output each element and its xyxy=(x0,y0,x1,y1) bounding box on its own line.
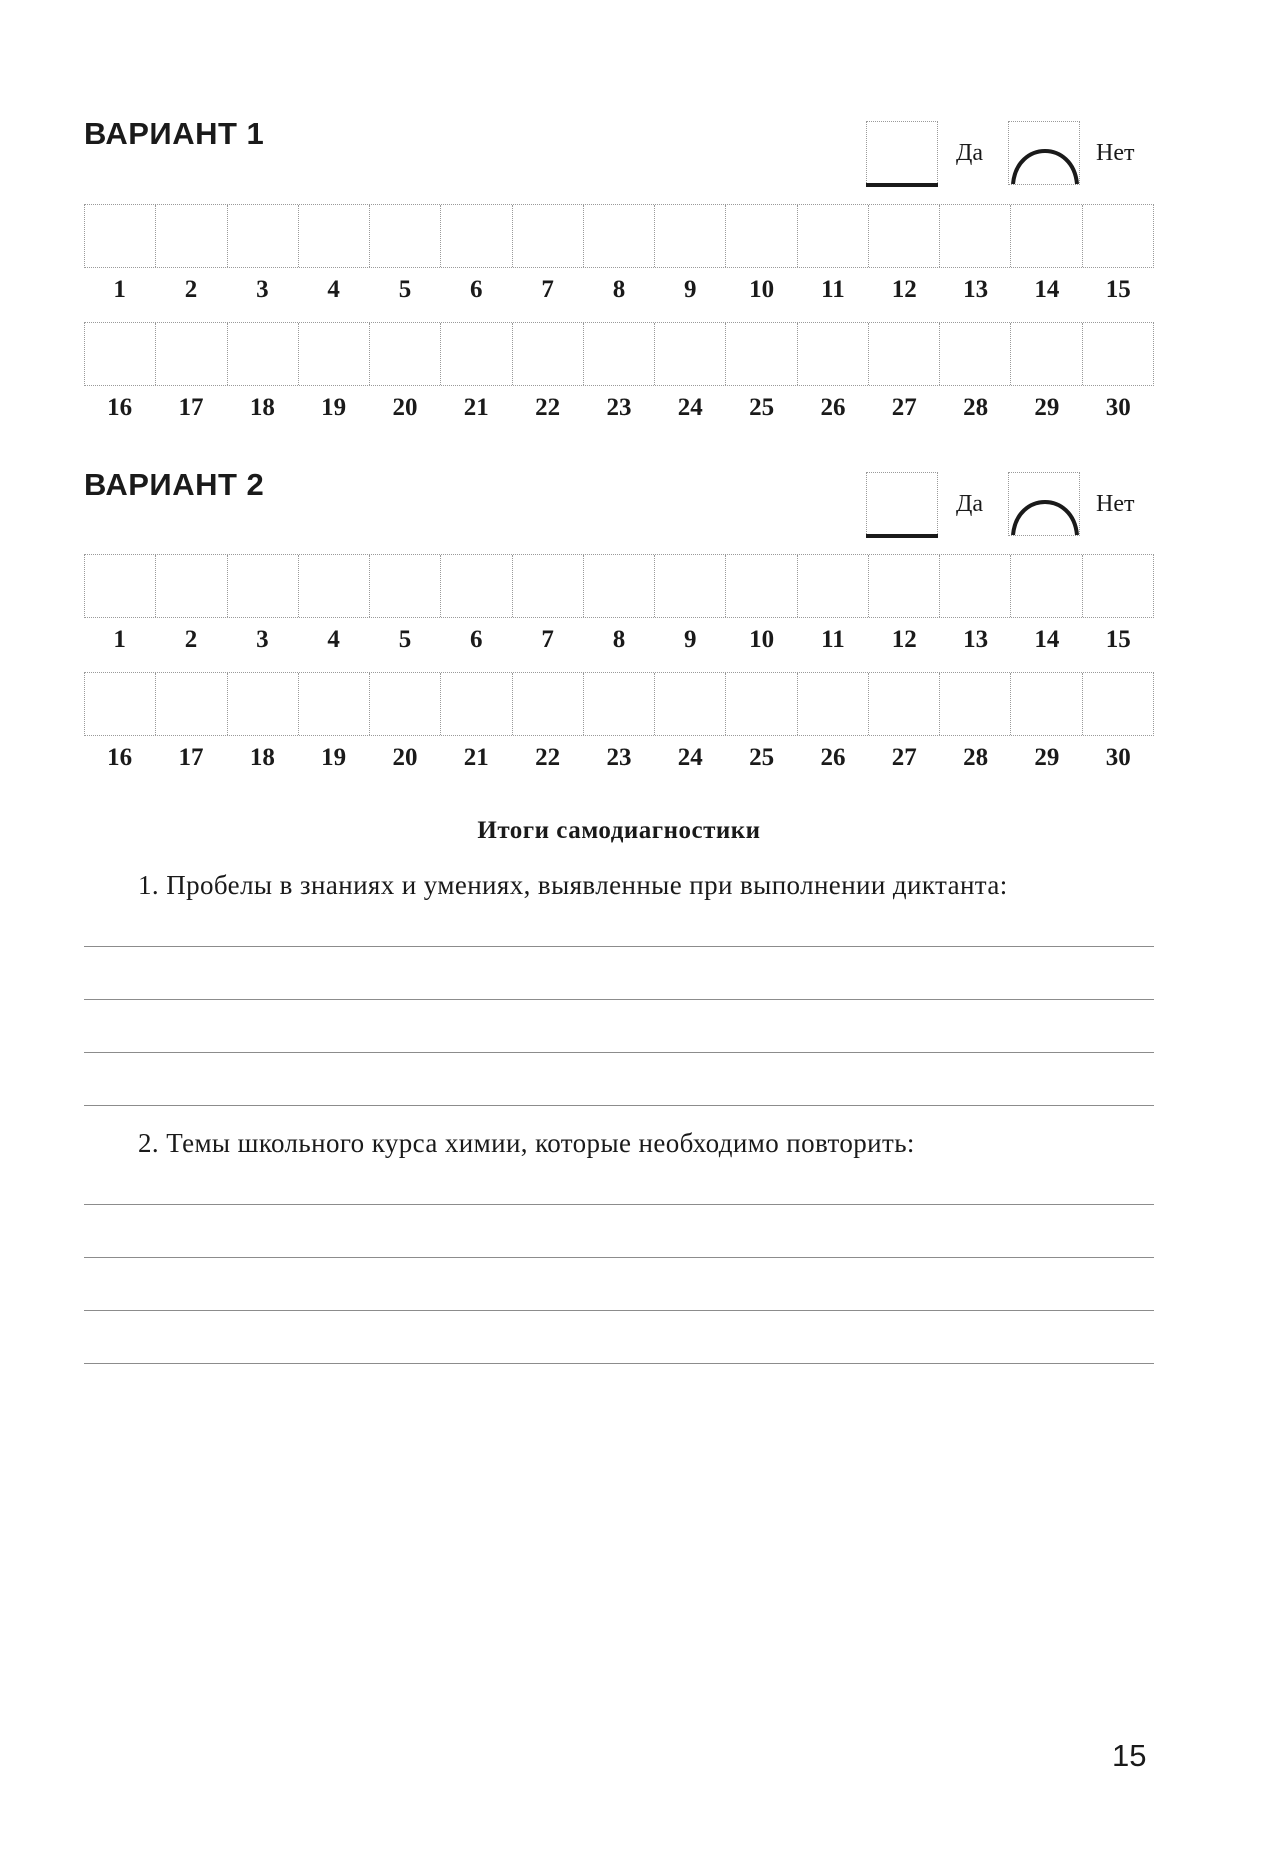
question-number: 5 xyxy=(398,626,412,653)
yes-answer-box xyxy=(866,472,938,536)
question-number: 2 xyxy=(184,276,198,303)
question-number: 15 xyxy=(1105,276,1131,303)
answer-cell[interactable] xyxy=(85,673,156,735)
question-number: 20 xyxy=(392,394,418,421)
question-number: 13 xyxy=(963,626,989,653)
question-number: 19 xyxy=(321,744,347,771)
variant-2-numbers-row-1 xyxy=(84,627,1154,652)
question-number: 26 xyxy=(820,744,846,771)
question-1-text: 1. Пробелы в знаниях и умениях, выявленные при выполнении диктанта: xyxy=(138,870,1008,900)
answer-cell[interactable] xyxy=(869,555,940,617)
answer-cell[interactable] xyxy=(299,555,370,617)
question-number: 21 xyxy=(463,744,489,771)
answer-line[interactable] xyxy=(84,999,1154,1000)
answer-line[interactable] xyxy=(84,946,1154,947)
question-number: 27 xyxy=(891,394,917,421)
question-number: 7 xyxy=(541,276,554,303)
question-number: 11 xyxy=(821,626,845,653)
question-number: 23 xyxy=(606,744,632,771)
answer-cell[interactable] xyxy=(940,673,1011,735)
question-number: 28 xyxy=(963,394,989,421)
answer-cell[interactable] xyxy=(726,673,797,735)
answer-cell[interactable] xyxy=(584,205,655,267)
answer-cell[interactable] xyxy=(370,673,441,735)
answer-cell[interactable] xyxy=(370,323,441,385)
answer-cell[interactable] xyxy=(1083,205,1153,267)
question-number: 4 xyxy=(327,626,340,653)
question-number: 16 xyxy=(107,394,133,421)
answer-cell[interactable] xyxy=(85,205,156,267)
question-number: 15 xyxy=(1105,626,1131,653)
answer-cell[interactable] xyxy=(869,323,940,385)
answer-cell[interactable] xyxy=(1011,673,1082,735)
answer-cell[interactable] xyxy=(655,555,726,617)
question-number: 2 xyxy=(184,626,198,653)
question-number: 24 xyxy=(677,394,703,421)
answer-cell[interactable] xyxy=(513,673,584,735)
question-number: 4 xyxy=(327,276,340,303)
question-number: 18 xyxy=(249,744,275,771)
answer-cell[interactable] xyxy=(798,555,869,617)
answer-cell[interactable] xyxy=(156,555,227,617)
answer-cell[interactable] xyxy=(156,323,227,385)
answer-cell[interactable] xyxy=(441,323,512,385)
question-number: 22 xyxy=(535,394,561,421)
variant-1-numbers-row-2 xyxy=(84,395,1154,420)
answer-cell[interactable] xyxy=(940,323,1011,385)
answer-cell[interactable] xyxy=(940,205,1011,267)
question-number: 6 xyxy=(470,276,483,303)
answer-cell[interactable] xyxy=(726,555,797,617)
yes-label: Да xyxy=(956,491,984,517)
answer-cell[interactable] xyxy=(441,673,512,735)
question-number: 8 xyxy=(612,626,626,653)
arc-mark-icon xyxy=(1009,122,1081,186)
answer-cell[interactable] xyxy=(513,555,584,617)
question-number: 1 xyxy=(113,626,126,653)
variant-2-answer-row-2 xyxy=(84,672,1154,736)
question-number: 8 xyxy=(612,276,626,303)
question-number: 10 xyxy=(749,626,775,653)
summary-title: Итоги самодиагностики xyxy=(477,817,761,844)
question-number: 17 xyxy=(178,744,204,771)
answer-line[interactable] xyxy=(84,1105,1154,1106)
variant-2-answer-row-1 xyxy=(84,554,1154,618)
question-number: 14 xyxy=(1034,276,1060,303)
question-number: 22 xyxy=(535,744,561,771)
answer-cell[interactable] xyxy=(940,555,1011,617)
answer-cell[interactable] xyxy=(513,323,584,385)
question-number: 19 xyxy=(321,394,347,421)
question-number: 26 xyxy=(820,394,846,421)
question-number: 29 xyxy=(1034,394,1060,421)
answer-cell[interactable] xyxy=(798,323,869,385)
answer-cell[interactable] xyxy=(441,555,512,617)
answer-cell[interactable] xyxy=(299,673,370,735)
answer-cell[interactable] xyxy=(156,673,227,735)
underline-mark-icon xyxy=(866,534,938,538)
variant-2-legend xyxy=(866,472,1166,538)
answer-cell[interactable] xyxy=(1083,555,1153,617)
no-label: Нет xyxy=(1096,140,1135,166)
question-number: 3 xyxy=(256,276,269,303)
answer-cell[interactable] xyxy=(228,673,299,735)
yes-answer-box xyxy=(866,121,938,185)
variant-1-legend xyxy=(866,121,1166,187)
no-label: Нет xyxy=(1096,491,1135,517)
answer-cell[interactable] xyxy=(228,323,299,385)
answer-cell[interactable] xyxy=(1083,323,1153,385)
answer-cell[interactable] xyxy=(726,205,797,267)
question-number: 27 xyxy=(891,744,917,771)
answer-cell[interactable] xyxy=(726,323,797,385)
answer-cell[interactable] xyxy=(370,555,441,617)
answer-cell[interactable] xyxy=(441,205,512,267)
variant-2-title: ВАРИАНТ 2 xyxy=(84,467,265,502)
question-number: 9 xyxy=(684,276,697,303)
answer-cell[interactable] xyxy=(85,323,156,385)
answer-cell[interactable] xyxy=(798,673,869,735)
yes-label: Да xyxy=(956,140,984,166)
answer-cell[interactable] xyxy=(655,205,726,267)
no-answer-box xyxy=(1008,121,1080,185)
answer-cell[interactable] xyxy=(299,205,370,267)
question-number: 21 xyxy=(463,394,489,421)
question-number: 24 xyxy=(677,744,703,771)
question-number: 25 xyxy=(749,394,775,421)
answer-cell[interactable] xyxy=(299,323,370,385)
question-number: 12 xyxy=(891,276,917,303)
variant-2-numbers-row-2 xyxy=(84,745,1154,770)
question-number: 11 xyxy=(821,276,845,303)
answer-cell[interactable] xyxy=(1011,205,1082,267)
answer-cell[interactable] xyxy=(798,205,869,267)
answer-cell[interactable] xyxy=(655,323,726,385)
answer-line[interactable] xyxy=(84,1310,1154,1311)
question-number: 13 xyxy=(963,276,989,303)
answer-line[interactable] xyxy=(84,1052,1154,1053)
variant-1-numbers-row-1 xyxy=(84,277,1154,302)
no-answer-box xyxy=(1008,472,1080,536)
question-number: 12 xyxy=(891,626,917,653)
arc-mark-icon xyxy=(1009,473,1081,537)
answer-cell[interactable] xyxy=(513,205,584,267)
answer-cell[interactable] xyxy=(584,555,655,617)
answer-cell[interactable] xyxy=(1083,673,1153,735)
question-number: 23 xyxy=(606,394,632,421)
question-number: 6 xyxy=(470,626,483,653)
answer-cell[interactable] xyxy=(156,205,227,267)
question-2-text: 2. Темы школьного курса химии, которые необходимо повторить: xyxy=(138,1128,915,1158)
variant-1-answer-row-1 xyxy=(84,204,1154,268)
variant-1-answer-row-2 xyxy=(84,322,1154,386)
answer-cell[interactable] xyxy=(1011,555,1082,617)
question-number: 5 xyxy=(398,276,412,303)
question-number: 10 xyxy=(749,276,775,303)
question-number: 30 xyxy=(1105,394,1131,421)
answer-cell[interactable] xyxy=(1011,323,1082,385)
question-number: 7 xyxy=(541,626,554,653)
question-number: 9 xyxy=(684,626,697,653)
answer-cell[interactable] xyxy=(370,205,441,267)
variant-1-title: ВАРИАНТ 1 xyxy=(84,116,265,151)
question-number: 3 xyxy=(256,626,269,653)
answer-line[interactable] xyxy=(84,1257,1154,1258)
question-number: 28 xyxy=(963,744,989,771)
question-number: 14 xyxy=(1034,626,1060,653)
answer-cell[interactable] xyxy=(228,555,299,617)
answer-line[interactable] xyxy=(84,1204,1154,1205)
question-number: 20 xyxy=(392,744,418,771)
page-number: 15 xyxy=(1112,1738,1147,1773)
answer-cell[interactable] xyxy=(869,205,940,267)
answer-line[interactable] xyxy=(84,1363,1154,1364)
answer-cell[interactable] xyxy=(869,673,940,735)
question-number: 30 xyxy=(1105,744,1131,771)
answer-cell[interactable] xyxy=(584,673,655,735)
question-number: 29 xyxy=(1034,744,1060,771)
question-number: 18 xyxy=(249,394,275,421)
answer-cell[interactable] xyxy=(655,673,726,735)
question-number: 16 xyxy=(107,744,133,771)
answer-cell[interactable] xyxy=(584,323,655,385)
underline-mark-icon xyxy=(866,183,938,187)
question-number: 25 xyxy=(749,744,775,771)
answer-cell[interactable] xyxy=(85,555,156,617)
question-number: 1 xyxy=(113,276,126,303)
question-number: 17 xyxy=(178,394,204,421)
answer-cell[interactable] xyxy=(228,205,299,267)
